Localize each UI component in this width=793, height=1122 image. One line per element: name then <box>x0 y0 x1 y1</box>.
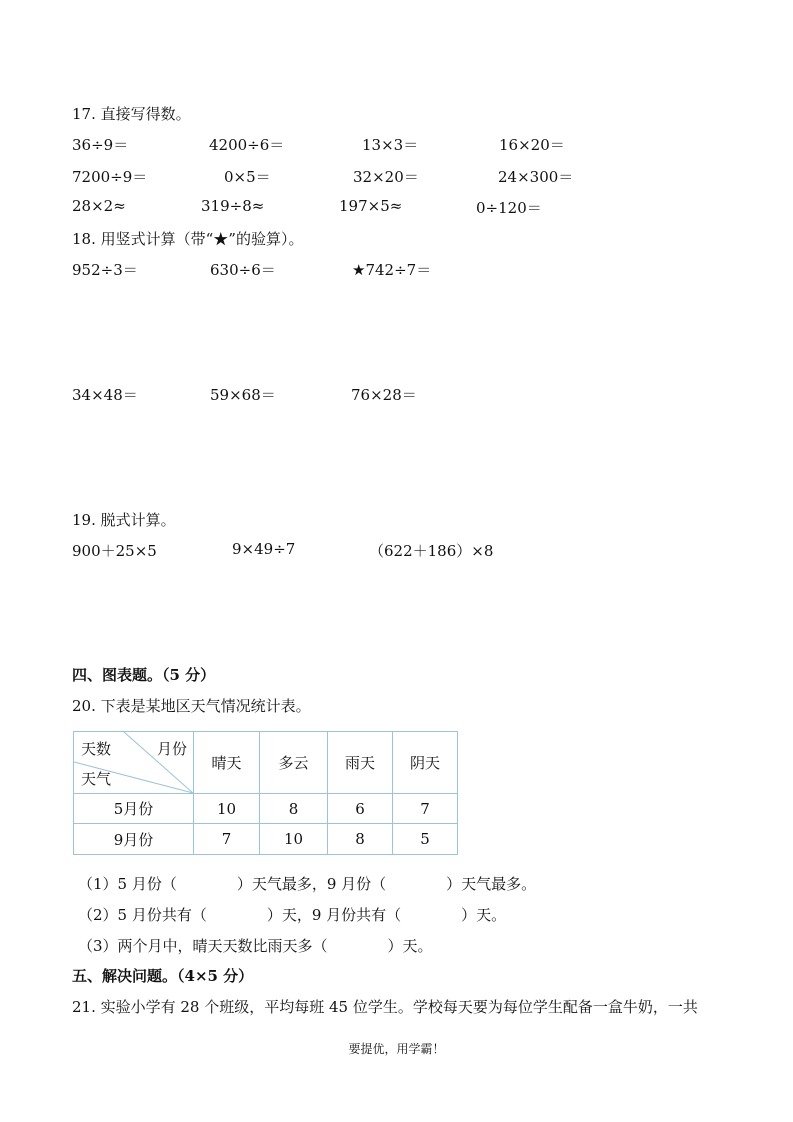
q17-r2-c2: 0×5＝ <box>224 168 271 186</box>
q20-sub-3: （3）两个月中，晴天天数比雨天多（ ）天。 <box>78 937 433 955</box>
q18-item-2: 630÷6＝ <box>210 261 276 279</box>
q17-r1-c2: 4200÷6＝ <box>209 136 285 154</box>
q17-r2-c3: 32×20＝ <box>353 168 419 186</box>
q17-r2-c1: 7200÷9＝ <box>72 168 148 186</box>
q17-r1-c1: 36÷9＝ <box>72 136 129 154</box>
table-row <box>74 824 458 855</box>
q19-item-1: 900＋25×5 <box>72 542 157 560</box>
q18-item-6: 76×28＝ <box>351 386 417 404</box>
weather-table <box>73 731 458 855</box>
table-cell: 7 <box>393 794 458 824</box>
section-4-heading: 四、图表题。（5 分） <box>72 666 216 684</box>
q18-item-4: 34×48＝ <box>72 386 138 404</box>
corner-label-weather: 天气 <box>81 770 112 788</box>
q19-title: 19. 脱式计算。 <box>72 511 176 529</box>
corner-label-month: 月份 <box>156 740 187 758</box>
q19-item-3: （622＋186）×8 <box>369 542 494 560</box>
corner-label-days: 天数 <box>81 740 112 758</box>
row-label-may: 5月份 <box>74 794 194 824</box>
column-header-rainy: 雨天 <box>328 732 393 794</box>
q17-r1-c4: 16×20＝ <box>499 136 565 154</box>
row-label-september: 9月份 <box>74 824 194 855</box>
q20-sub-1: （1）5 月份（ ）天气最多，9 月份（ ）天气最多。 <box>78 875 537 893</box>
q17-r3-c4: 0÷120＝ <box>476 199 542 217</box>
table-corner-cell <box>74 732 194 794</box>
q20-sub-2: （2）5 月份共有（ ）天，9 月份共有（ ）天。 <box>78 906 507 924</box>
table-cell: 10 <box>260 824 328 855</box>
section-5-heading: 五、解决问题。（4×5 分） <box>72 967 254 985</box>
page-footer: 要提优，用学霸！ <box>348 1042 445 1056</box>
q20-title: 20. 下表是某地区天气情况统计表。 <box>72 697 311 715</box>
q18-item-5: 59×68＝ <box>210 386 276 404</box>
q17-r3-c1: 28×2≈ <box>72 197 126 215</box>
q18-title: 18. 用竖式计算（带“★”的验算）。 <box>72 230 304 248</box>
table-cell: 8 <box>260 794 328 824</box>
column-header-cloudy: 多云 <box>260 732 328 794</box>
table-cell: 10 <box>194 794 260 824</box>
table-row <box>74 794 458 824</box>
q18-item-1: 952÷3＝ <box>72 261 138 279</box>
q17-title: 17. 直接写得数。 <box>72 105 191 123</box>
table-cell: 8 <box>328 824 393 855</box>
q18-item-3: ★742÷7＝ <box>352 261 432 279</box>
table-cell: 6 <box>328 794 393 824</box>
q21-text: 21. 实验小学有 28 个班级，平均每班 45 位学生。学校每天要为每位学生配备一盒牛奶，一共 <box>72 998 698 1016</box>
q19-item-2: 9×49÷7 <box>232 540 296 558</box>
table-cell: 5 <box>393 824 458 855</box>
table-cell: 7 <box>194 824 260 855</box>
column-header-overcast: 阴天 <box>393 732 458 794</box>
q17-r2-c4: 24×300＝ <box>498 168 574 186</box>
q17-r3-c3: 197×5≈ <box>339 197 403 215</box>
q17-r1-c3: 13×3＝ <box>362 136 419 154</box>
table-header-row <box>74 732 458 794</box>
q17-r3-c2: 319÷8≈ <box>201 197 265 215</box>
column-header-sunny: 晴天 <box>194 732 260 794</box>
